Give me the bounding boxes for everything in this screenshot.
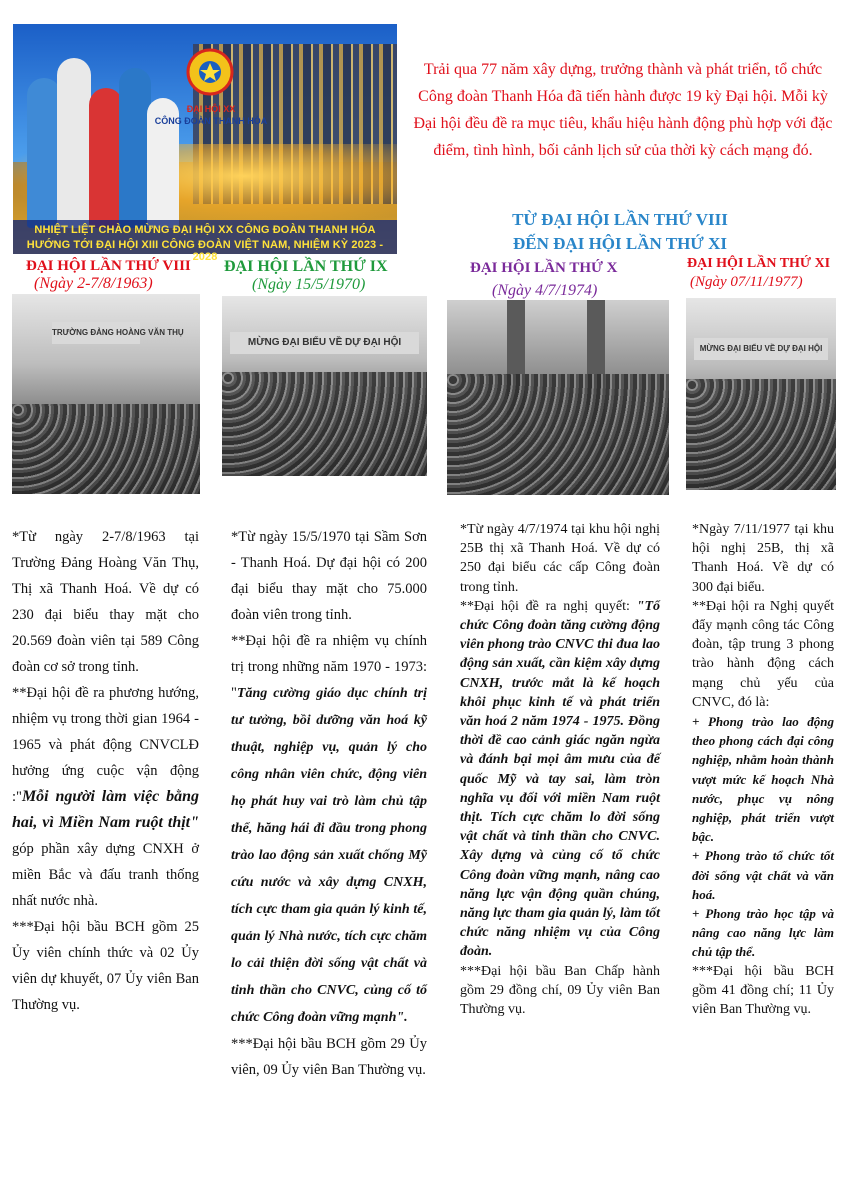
congress-9-paragraph-2: **Đại hội đề ra nhiệm vụ chính trị trong những năm 1970 - 1973: "Tăng cường giáo dục chính trị tư tưởng, bồi dưỡng văn hoá kỹ thuật, nghiệp vụ, quản lý cho công nhân viên chức, động viên họ phát huy vai trò làm chủ tập thể, hăng hái đi đầu trong phong trào lao động sản xuất chống Mỹ cứu nước và xây dựng CNXH, tích cực tham gia quản lý kinh tế, quản lý Nhà nước, tích cực chăm lo cải thiện đời sống vật chất và tinh thần cho CNVC, củng cố tổ chức Công đoàn vững mạnh". <box>231 633 427 1025</box>
congress-9-date: (Ngày 15/5/1970) <box>252 276 366 293</box>
congress-11-paragraph-3: ***Đại hội bầu BCH gồm 41 đồng chí; 11 Ủy viên Ban Thường vụ. <box>692 963 834 1018</box>
congress-8-date: (Ngày 2-7/8/1963) <box>34 275 153 292</box>
congress-8-photo <box>12 294 200 494</box>
congress-10-date: (Ngày 4/7/1974) <box>492 282 598 299</box>
congress-11-bullet-3: + Phong trào học tập và nâng cao năng lực làm chủ tập thể. <box>692 906 834 960</box>
congress-10-paragraph-2: **Đại hội đề ra nghị quyết: "Tổ chức Công đoàn tăng cường động viên phong trào CNVC thi đua lao động sản xuất, cần kiệm xây dựng CNXH, trước mắt là kế hoạch khôi phục kinh tế và phát triển văn hoá 2 năm 1974 - 1975. Đồng thời đề cao cảnh giác ngăn ngừa và đánh bại mọi âm mưu của đế quốc Mỹ và tay sai, làm tròn nghĩa vụ đối với miền Nam ruột thịt. Tích cực chăm lo đời sống vật chất và tinh thần cho CNVC. Xây dựng và củng cố tổ chức Công đoàn vững mạnh, nâng cao năng lực vận động quần chúng, năng lực tham gia quản lý, làm tốt chức năng nhiệm vụ của Công đoàn. <box>460 598 660 960</box>
banner-line-1: NHIỆT LIỆT CHÀO MỪNG ĐẠI HỘI XX CÔNG ĐOÀN THANH HÓA <box>34 224 376 236</box>
congress-11-date: (Ngày 07/11/1977) <box>690 274 803 290</box>
subtitle-line-2: ĐẾN ĐẠI HỘI LẦN THỨ XI <box>513 234 727 253</box>
subtitle-line-1: TỪ ĐẠI HỘI LẦN THỨ VIII <box>512 210 728 229</box>
congress-8-paragraph-1: *Từ ngày 2-7/8/1963 tại Trường Đảng Hoàng Văn Thụ, Thị xã Thanh Hoá. Về dự có 230 đại biểu thay mặt cho 20.569 đoàn viên tại 589 Công đoàn cơ sở trong tỉnh. <box>12 529 199 675</box>
banner-line-2: HƯỚNG TỚI ĐẠI HỘI XIII CÔNG ĐOÀN VIỆT NAM, NHIỆM KỲ 2023 - 2028 <box>26 239 384 263</box>
congress-9-paragraph-3: ***Đại hội bầu BCH gồm 29 Ủy viên, 09 Ủy viên Ban Thường vụ. <box>231 1036 427 1078</box>
congress-8-photo-sign: TRƯỜNG ĐẢNG HOÀNG VĂN THỤ <box>52 322 140 344</box>
congress-9-heading: ĐẠI HỘI LẦN THỨ IX <box>224 258 388 275</box>
congress-9-text <box>231 524 427 1083</box>
congress-11-photo-sign: MỪNG ĐẠI BIỂU VỀ DỰ ĐẠI HỘI <box>694 338 828 360</box>
congress-9-photo <box>222 296 427 476</box>
trade-union-logo-icon <box>175 44 245 102</box>
congress-11-paragraph-2: **Đại hội ra Nghị quyết đẩy mạnh công tác Công đoàn, tập trung 3 phong trào hành động cách mạng chủ yếu của CNVC, đó là: <box>692 598 834 710</box>
workers-illustration <box>27 38 187 228</box>
congress-11-heading: ĐẠI HỘI LẦN THỨ XI <box>687 256 831 271</box>
congress-8-heading: ĐẠI HỘI LẦN THỨ VIII <box>26 258 191 274</box>
congress-11-paragraph-1: *Ngày 7/11/1977 tại khu hội nghị 25B, thị xã Thanh Hoá. Về dự có 300 đại biểu. <box>692 522 834 595</box>
congress-9-photo-sign: MỪNG ĐẠI BIỂU VỀ DỰ ĐẠI HỘI <box>230 332 419 354</box>
congress-11-bullet-2: + Phong trào tổ chức tốt đời sống vật chất và văn hoá. <box>692 848 834 902</box>
congress-11-text <box>692 520 834 1019</box>
logo-subtitle: CÔNG ĐOÀN THANH HÓA <box>154 116 268 126</box>
congress-10-paragraph-3: ***Đại hội bầu Ban Chấp hành gồm 29 đồng chí, 09 Ủy viên Ban Thường vụ. <box>460 963 660 1018</box>
congress-8-paragraph-2: **Đại hội đề ra phương hướng, nhiệm vụ trong thời gian 1964 - 1965 và phát động CNVCLĐ hưởng ứng cuộc vận động :"Mỗi người làm việc bằng hai, vì Miền Nam ruột thịt" góp phần xây dựng CNXH ở miền Bắc và đấu tranh thống nhất nước nhà. <box>12 685 199 909</box>
section-subtitle <box>440 208 800 256</box>
congress-8-paragraph-3: ***Đại hội bầu BCH gồm 25 Ủy viên chính thức và 02 Ủy viên dự khuyết, 07 Ủy viên Ban Thường vụ. <box>12 919 199 1013</box>
logo-title: ĐẠI HỘI XX <box>186 104 236 114</box>
congress-8-text <box>12 524 199 1018</box>
congress-10-photo <box>447 300 669 495</box>
congress-10-paragraph-1: *Từ ngày 4/7/1974 tại khu hội nghị 25B thị xã Thanh Hoá. Về dự có 250 đại biểu các cấp Công đoàn trong tỉnh. <box>460 522 660 595</box>
congress-9-paragraph-1: *Từ ngày 15/5/1970 tại Sầm Sơn - Thanh Hoá. Dự đại hội có 200 đại biểu thay mặt cho 75.000 đoàn viên trong tỉnh. <box>231 529 427 623</box>
intro-paragraph: Trải qua 77 năm xây dựng, trưởng thành và phát triển, tổ chức Công đoàn Thanh Hóa đã tiến hành được 19 kỳ Đại hội. Mỗi kỳ Đại hội đều đề ra mục tiêu, khẩu hiệu hành động phù hợp với đặc điểm, tình hình, bối cảnh lịch sử của thời kỳ cách mạng đó. <box>413 61 833 159</box>
congress-10-heading: ĐẠI HỘI LẦN THỨ X <box>470 260 618 276</box>
congress-11-bullet-1: + Phong trào lao động theo phong cách đại công nghiệp, nhằm hoàn thành vượt mức kế hoạch Nhà nước, phục vụ nông nghiệp, phát triển vượt bậc. <box>692 714 834 845</box>
congress-10-text <box>460 520 660 1019</box>
congress-11-photo <box>686 298 836 490</box>
congress-banner <box>13 24 397 263</box>
